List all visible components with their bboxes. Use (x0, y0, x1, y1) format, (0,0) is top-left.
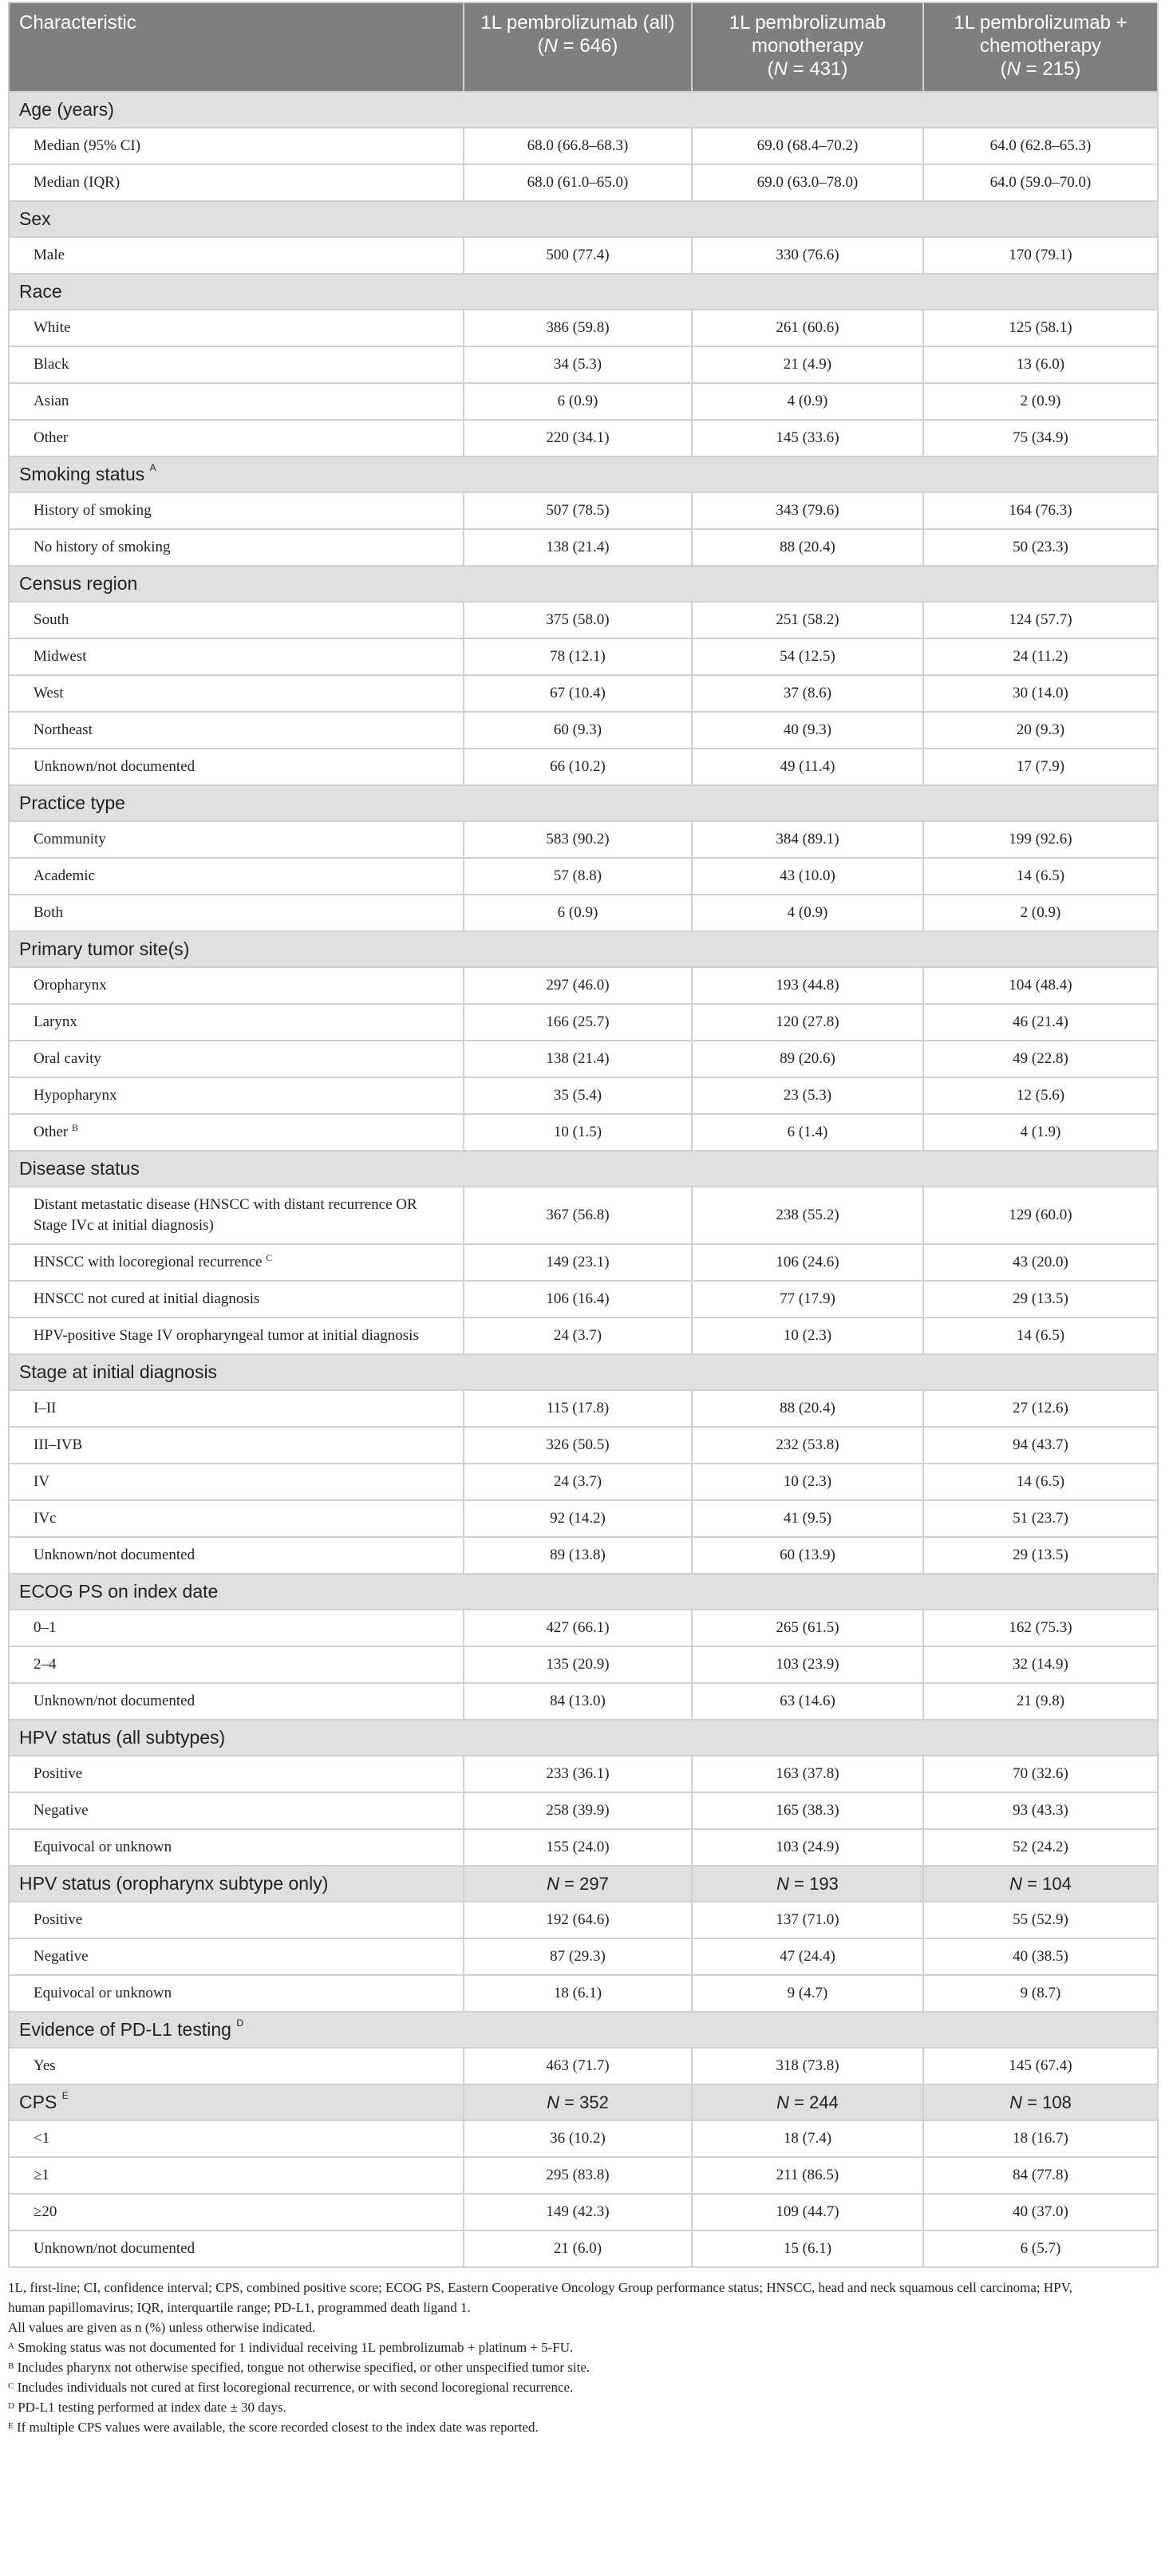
section-disease-status (9, 1151, 1158, 1187)
row-label: Hypopharynx (9, 1077, 464, 1114)
cell-chemo: 40 (38.5) (923, 1938, 1158, 1975)
row-label: No history of smoking (9, 529, 464, 566)
cell-all: 138 (21.4) (464, 1041, 692, 1077)
footnote-marker: C (266, 1252, 273, 1263)
cell-all: 295 (83.8) (464, 2157, 692, 2194)
row-label: I–II (9, 1390, 464, 1427)
cell-mono: 63 (14.6) (692, 1683, 923, 1720)
cell-all: 67 (10.4) (464, 675, 692, 712)
cell-all: 18 (6.1) (464, 1975, 692, 2012)
table-row (9, 1464, 1158, 1500)
values-note: All values are given as n (%) unless otherwise indicated. (8, 2320, 316, 2335)
n-all: N = 352 (464, 2084, 692, 2120)
section-title: Disease status (9, 1151, 1158, 1187)
row-label: White (9, 310, 464, 346)
table-row (9, 492, 1158, 529)
row-label: Other (9, 420, 464, 456)
row-label: ≥20 (9, 2194, 464, 2230)
table-row (9, 2048, 1158, 2084)
cell-chemo: 129 (60.0) (923, 1187, 1158, 1244)
cell-mono: 88 (20.4) (692, 1390, 923, 1427)
row-label: <1 (9, 2120, 464, 2157)
row-label: Negative (9, 1938, 464, 1975)
cell-chemo: 199 (92.6) (923, 821, 1158, 858)
cell-chemo: 64.0 (59.0–70.0) (923, 164, 1158, 201)
table-footnotes (8, 2268, 1149, 2437)
cell-mono: 6 (1.4) (692, 1114, 923, 1151)
cell-all: 135 (20.9) (464, 1646, 692, 1683)
cell-all: 149 (23.1) (464, 1244, 692, 1281)
cell-mono: 343 (79.6) (692, 492, 923, 529)
cell-chemo: 40 (37.0) (923, 2194, 1158, 2230)
cell-all: 155 (24.0) (464, 1829, 692, 1866)
footnote-marker: A (149, 462, 156, 473)
cell-all: 427 (66.1) (464, 1610, 692, 1646)
cell-mono: 261 (60.6) (692, 310, 923, 346)
cell-mono: 69.0 (68.4–70.2) (692, 128, 923, 164)
cell-mono: 43 (10.0) (692, 858, 923, 895)
row-label: Negative (9, 1792, 464, 1829)
cell-chemo: 30 (14.0) (923, 675, 1158, 712)
cell-mono: 40 (9.3) (692, 712, 923, 749)
table-row (9, 1318, 1158, 1354)
cell-mono: 193 (44.8) (692, 967, 923, 1004)
cell-chemo: 2 (0.9) (923, 895, 1158, 931)
cell-chemo: 18 (16.7) (923, 2120, 1158, 2157)
row-label: Oral cavity (9, 1041, 464, 1077)
cell-chemo: 9 (8.7) (923, 1975, 1158, 2012)
cell-all: 233 (36.1) (464, 1756, 692, 1792)
cell-chemo: 29 (13.5) (923, 1537, 1158, 1574)
section-title: Evidence of PD-L1 testing $^D$ (9, 2012, 1158, 2048)
cell-chemo: 124 (57.7) (923, 602, 1158, 638)
cell-mono: 106 (24.6) (692, 1244, 923, 1281)
header-characteristic: Characteristic (9, 2, 464, 92)
abbreviations-note: 1L, first-line; CI, confidence interval; CPS, combined positive score; ECOG PS, Eastern Cooperative Oncology Group performance status; HNSCC, head and neck squamous cell carcinoma; HPV, human papillomavirus; IQR, interquartile range; PD-L1, programmed death ligand 1. (8, 2280, 1072, 2315)
cell-chemo: 93 (43.3) (923, 1792, 1158, 1829)
row-label: Distant metastatic disease (HNSCC with distant recurrence OR Stage IVc at initial diagnosis) (9, 1187, 464, 1244)
cell-chemo: 104 (48.4) (923, 967, 1158, 1004)
cell-mono: 4 (0.9) (692, 895, 923, 931)
section-ecog (9, 1574, 1158, 1610)
cell-chemo: 50 (23.3) (923, 529, 1158, 566)
table-row (9, 1500, 1158, 1537)
cell-all: 500 (77.4) (464, 237, 692, 274)
table-row (9, 1244, 1158, 1281)
row-label: History of smoking (9, 492, 464, 529)
table-row (9, 2194, 1158, 2230)
cell-chemo: 64.0 (62.8–65.3) (923, 128, 1158, 164)
cell-chemo: 14 (6.5) (923, 858, 1158, 895)
cell-all: 192 (64.6) (464, 1902, 692, 1938)
section-title: Race (9, 274, 1158, 310)
row-label: South (9, 602, 464, 638)
section-cps (9, 2084, 1158, 2120)
baseline-characteristics-table (8, 2, 1159, 2268)
table-row (9, 1902, 1158, 1938)
cell-chemo: 55 (52.9) (923, 1902, 1158, 1938)
table-row (9, 2120, 1158, 2157)
table-row (9, 1975, 1158, 2012)
section-title: Age (years) (9, 92, 1158, 128)
section-title: Practice type (9, 785, 1158, 821)
cell-all: 36 (10.2) (464, 2120, 692, 2157)
row-label: HPV-positive Stage IV oropharyngeal tumor at initial diagnosis (9, 1318, 464, 1354)
section-race (9, 274, 1158, 310)
section-census (9, 566, 1158, 602)
cell-all: 78 (12.1) (464, 638, 692, 675)
table-row (9, 1390, 1158, 1427)
footnote-b: $^B$ Includes pharynx not otherwise specified, tongue not otherwise specified, or other unspecified tumor site. (8, 2360, 590, 2375)
cell-all: 60 (9.3) (464, 712, 692, 749)
cell-mono: 15 (6.1) (692, 2230, 923, 2267)
cell-mono: 251 (58.2) (692, 602, 923, 638)
cell-mono: 103 (24.9) (692, 1829, 923, 1866)
cell-all: 87 (29.3) (464, 1938, 692, 1975)
cell-all: 386 (59.8) (464, 310, 692, 346)
section-title: Sex (9, 201, 1158, 237)
table-row (9, 602, 1158, 638)
table-row (9, 749, 1158, 785)
row-label: Northeast (9, 712, 464, 749)
cell-chemo: 13 (6.0) (923, 346, 1158, 383)
cell-mono: 49 (11.4) (692, 749, 923, 785)
row-label: Community (9, 821, 464, 858)
cell-chemo: 12 (5.6) (923, 1077, 1158, 1114)
cell-chemo: 145 (67.4) (923, 2048, 1158, 2084)
cell-mono: 23 (5.3) (692, 1077, 923, 1114)
cell-chemo: 14 (6.5) (923, 1464, 1158, 1500)
cell-mono: 137 (71.0) (692, 1902, 923, 1938)
cell-chemo: 17 (7.9) (923, 749, 1158, 785)
cell-all: 166 (25.7) (464, 1004, 692, 1041)
cell-chemo: 94 (43.7) (923, 1427, 1158, 1464)
cell-mono: 330 (76.6) (692, 237, 923, 274)
table-row (9, 1683, 1158, 1720)
cell-all: 149 (42.3) (464, 2194, 692, 2230)
section-hpv-all (9, 1720, 1158, 1756)
cell-all: 375 (58.0) (464, 602, 692, 638)
cell-mono: 4 (0.9) (692, 383, 923, 420)
cell-mono: 18 (7.4) (692, 2120, 923, 2157)
cell-mono: 88 (20.4) (692, 529, 923, 566)
footnote-a: $^A$ Smoking status was not documented for 1 individual receiving 1L pembrolizumab + platinum + 5-FU. (8, 2340, 574, 2355)
cell-all: 57 (8.8) (464, 858, 692, 895)
row-label: Asian (9, 383, 464, 420)
table-row (9, 967, 1158, 1004)
cell-chemo: 49 (22.8) (923, 1041, 1158, 1077)
row-label: Positive (9, 1756, 464, 1792)
cell-all: 507 (78.5) (464, 492, 692, 529)
footnote-e: $^E$ If multiple CPS values were available, the score recorded closest to the index date was reported. (8, 2420, 539, 2435)
cell-mono: 37 (8.6) (692, 675, 923, 712)
table-row (9, 1792, 1158, 1829)
cell-mono: 41 (9.5) (692, 1500, 923, 1537)
row-label: Black (9, 346, 464, 383)
cell-chemo: 2 (0.9) (923, 383, 1158, 420)
cell-all: 326 (50.5) (464, 1427, 692, 1464)
table-row (9, 1427, 1158, 1464)
cell-mono: 120 (27.8) (692, 1004, 923, 1041)
cell-chemo: 20 (9.3) (923, 712, 1158, 749)
row-label: 0–1 (9, 1610, 464, 1646)
section-pdl1 (9, 2012, 1158, 2048)
footnote-d: $^D$ PD-L1 testing performed at index date ± 30 days. (8, 2400, 286, 2415)
cell-mono: 265 (61.5) (692, 1610, 923, 1646)
cell-chemo: 4 (1.9) (923, 1114, 1158, 1151)
row-label: III–IVB (9, 1427, 464, 1464)
section-stage (9, 1354, 1158, 1390)
row-label: Yes (9, 2048, 464, 2084)
table-row (9, 821, 1158, 858)
cell-all: 6 (0.9) (464, 895, 692, 931)
header-chemotherapy: 1L pembrolizumab + chemotherapy (N = 215) (923, 2, 1158, 92)
cell-all: 21 (6.0) (464, 2230, 692, 2267)
section-title: Stage at initial diagnosis (9, 1354, 1158, 1390)
row-label: Both (9, 895, 464, 931)
cell-all: 68.0 (61.0–65.0) (464, 164, 692, 201)
table-row (9, 1281, 1158, 1318)
n-mono: N = 244 (692, 2084, 923, 2120)
cell-chemo: 24 (11.2) (923, 638, 1158, 675)
cell-mono: 384 (89.1) (692, 821, 923, 858)
table-row (9, 638, 1158, 675)
section-smoking (9, 456, 1158, 492)
cell-all: 34 (5.3) (464, 346, 692, 383)
section-title: CPS $^E$ (9, 2084, 464, 2120)
cell-all: 35 (5.4) (464, 1077, 692, 1114)
section-hpv-oropharynx (9, 1866, 1158, 1902)
section-age (9, 92, 1158, 128)
table-row (9, 1077, 1158, 1114)
section-title: HPV status (all subtypes) (9, 1720, 1158, 1756)
section-title: HPV status (oropharynx subtype only) (9, 1866, 464, 1902)
cell-mono: 211 (86.5) (692, 2157, 923, 2194)
cell-chemo: 29 (13.5) (923, 1281, 1158, 1318)
cell-chemo: 32 (14.9) (923, 1646, 1158, 1683)
section-tumor-site (9, 931, 1158, 967)
cell-all: 138 (21.4) (464, 529, 692, 566)
row-label: Midwest (9, 638, 464, 675)
table-row (9, 1756, 1158, 1792)
cell-all: 66 (10.2) (464, 749, 692, 785)
cell-all: 463 (71.7) (464, 2048, 692, 2084)
cell-all: 115 (17.8) (464, 1390, 692, 1427)
section-sex (9, 201, 1158, 237)
cell-mono: 318 (73.8) (692, 2048, 923, 2084)
section-title: Primary tumor site(s) (9, 931, 1158, 967)
n-mono: N = 193 (692, 1866, 923, 1902)
cell-chemo: 125 (58.1) (923, 310, 1158, 346)
table-row (9, 1041, 1158, 1077)
table-row (9, 712, 1158, 749)
cell-chemo: 21 (9.8) (923, 1683, 1158, 1720)
section-title: Smoking status $^A$ (9, 456, 1158, 492)
cell-all: 24 (3.7) (464, 1464, 692, 1500)
cell-chemo: 84 (77.8) (923, 2157, 1158, 2194)
row-label: ≥1 (9, 2157, 464, 2194)
table-row (9, 2157, 1158, 2194)
table-row (9, 383, 1158, 420)
row-label: Unknown/not documented (9, 749, 464, 785)
row-label: Unknown/not documented (9, 1683, 464, 1720)
row-label: West (9, 675, 464, 712)
n-all: N = 297 (464, 1866, 692, 1902)
cell-chemo: 6 (5.7) (923, 2230, 1158, 2267)
table-row (9, 895, 1158, 931)
table-row (9, 1829, 1158, 1866)
section-title: Census region (9, 566, 1158, 602)
cell-mono: 165 (38.3) (692, 1792, 923, 1829)
cell-mono: 10 (2.3) (692, 1318, 923, 1354)
row-label: 2–4 (9, 1646, 464, 1683)
cell-mono: 54 (12.5) (692, 638, 923, 675)
table-row (9, 128, 1158, 164)
cell-chemo: 52 (24.2) (923, 1829, 1158, 1866)
row-label: Other $^B$ (9, 1114, 464, 1151)
cell-all: 258 (39.9) (464, 1792, 692, 1829)
cell-chemo: 170 (79.1) (923, 237, 1158, 274)
cell-chemo: 27 (12.6) (923, 1390, 1158, 1427)
cell-mono: 47 (24.4) (692, 1938, 923, 1975)
row-label: Equivocal or unknown (9, 1829, 464, 1866)
table-row (9, 2230, 1158, 2267)
row-label: Equivocal or unknown (9, 1975, 464, 2012)
cell-all: 297 (46.0) (464, 967, 692, 1004)
cell-mono: 9 (4.7) (692, 1975, 923, 2012)
row-label: HNSCC not cured at initial diagnosis (9, 1281, 464, 1318)
cell-all: 68.0 (66.8–68.3) (464, 128, 692, 164)
table-wrapper (8, 2, 1157, 2437)
table-row (9, 1114, 1158, 1151)
cell-mono: 238 (55.2) (692, 1187, 923, 1244)
cell-mono: 163 (37.8) (692, 1756, 923, 1792)
table-header-row (9, 2, 1158, 92)
table-row (9, 1187, 1158, 1244)
row-label: Academic (9, 858, 464, 895)
cell-chemo: 51 (23.7) (923, 1500, 1158, 1537)
table-row (9, 310, 1158, 346)
cell-all: 84 (13.0) (464, 1683, 692, 1720)
row-label: IVc (9, 1500, 464, 1537)
cell-all: 220 (34.1) (464, 420, 692, 456)
row-label: Unknown/not documented (9, 1537, 464, 1574)
table-row (9, 1646, 1158, 1683)
cell-all: 24 (3.7) (464, 1318, 692, 1354)
cell-chemo: 75 (34.9) (923, 420, 1158, 456)
table-row (9, 346, 1158, 383)
cell-chemo: 70 (32.6) (923, 1756, 1158, 1792)
table-row (9, 1610, 1158, 1646)
cell-all: 106 (16.4) (464, 1281, 692, 1318)
table-row (9, 1938, 1158, 1975)
cell-all: 583 (90.2) (464, 821, 692, 858)
table-row (9, 237, 1158, 274)
header-monotherapy: 1L pembrolizumab monotherapy (N = 431) (692, 2, 923, 92)
section-title: ECOG PS on index date (9, 1574, 1158, 1610)
footnote-marker: D (236, 2017, 243, 2029)
cell-chemo: 164 (76.3) (923, 492, 1158, 529)
row-label: Larynx (9, 1004, 464, 1041)
cell-all: 92 (14.2) (464, 1500, 692, 1537)
row-label: Unknown/not documented (9, 2230, 464, 2267)
n-chemo: N = 108 (923, 2084, 1158, 2120)
row-label: Oropharynx (9, 967, 464, 1004)
row-label: HNSCC with locoregional recurrence $^C$ (9, 1244, 464, 1281)
cell-mono: 60 (13.9) (692, 1537, 923, 1574)
row-label: Male (9, 237, 464, 274)
cell-all: 10 (1.5) (464, 1114, 692, 1151)
row-label: Positive (9, 1902, 464, 1938)
cell-mono: 21 (4.9) (692, 346, 923, 383)
cell-chemo: 162 (75.3) (923, 1610, 1158, 1646)
n-chemo: N = 104 (923, 1866, 1158, 1902)
table-row (9, 164, 1158, 201)
header-all: 1L pembrolizumab (all) (N = 646) (464, 2, 692, 92)
cell-chemo: 14 (6.5) (923, 1318, 1158, 1354)
table-row (9, 420, 1158, 456)
cell-chemo: 46 (21.4) (923, 1004, 1158, 1041)
section-practice (9, 785, 1158, 821)
row-label: Median (95% CI) (9, 128, 464, 164)
row-label: Median (IQR) (9, 164, 464, 201)
table-row (9, 675, 1158, 712)
cell-all: 89 (13.8) (464, 1537, 692, 1574)
cell-mono: 69.0 (63.0–78.0) (692, 164, 923, 201)
table-row (9, 1537, 1158, 1574)
cell-all: 367 (56.8) (464, 1187, 692, 1244)
cell-mono: 232 (53.8) (692, 1427, 923, 1464)
cell-mono: 145 (33.6) (692, 420, 923, 456)
cell-mono: 103 (23.9) (692, 1646, 923, 1683)
footnote-c: $^C$ Includes individuals not cured at first locoregional recurrence, or with second locoregional recurrence. (8, 2380, 574, 2395)
table-row (9, 529, 1158, 566)
cell-mono: 77 (17.9) (692, 1281, 923, 1318)
row-label: IV (9, 1464, 464, 1500)
cell-mono: 10 (2.3) (692, 1464, 923, 1500)
cell-mono: 89 (20.6) (692, 1041, 923, 1077)
cell-all: 6 (0.9) (464, 383, 692, 420)
cell-mono: 109 (44.7) (692, 2194, 923, 2230)
footnote-marker: E (61, 2090, 69, 2101)
table-row (9, 858, 1158, 895)
table-row (9, 1004, 1158, 1041)
footnote-marker: B (72, 1122, 79, 1133)
cell-chemo: 43 (20.0) (923, 1244, 1158, 1281)
